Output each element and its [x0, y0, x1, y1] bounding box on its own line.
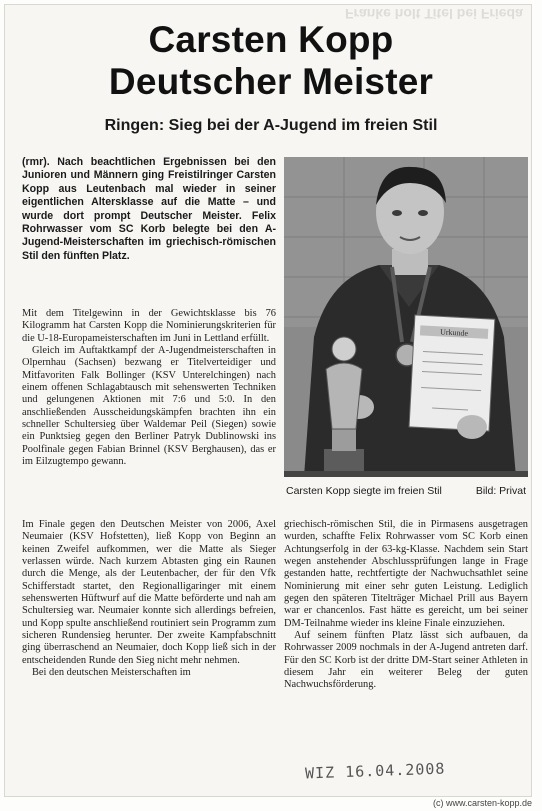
certificate-heading: Urkunde [439, 327, 469, 338]
copyright-footer: (c) www.carsten-kopp.de [432, 798, 532, 808]
photo-credit: Bild: Privat [475, 485, 526, 497]
wrestler-photo-illustration [284, 157, 528, 477]
photo-caption: Carsten Kopp siegte im freien Stil [286, 485, 442, 497]
paragraph: Im Finale gegen den Deutschen Meister von 2006, Axel Neumaier (KSV Hofstetten), ließ Kopp von Beginn an keinen Zweifel aufkommen, wer die Matte als Sieger verlassen würde. Nach kurzem Abtasten ging ein Raunen durch die Menge, als der Leutenbacher, der für den Vfk Schifferstadt startet, den Regionalligaringer mit einem sehenswerten Hüftwurf auf die Matte beförderte und nah am Schultersieg war. Neumaier konnte sich allerdings befreien, und Kopp spulte anschließend routiniert sein Programm zum sicheren Rundensieg herunter. Der zweite Kampfabschnitt ging überraschend an Neumaier, doch Kopp ließ sich in der entscheidenden Runde den Sieg nicht mehr nehmen. [22, 519, 276, 666]
lead-paragraph: (rmr). Nach beachtlichen Ergebnissen bei den Junioren und Männern ging Freistilringer Carsten Kopp aus Leutenbach mal wieder in seiner eigentlichen Altersklasse auf die Matte – und wurde dort prompt Deutscher Meister. Felix Rohrwasser vom SC Korb belegte bei den A-Jugend-Meisterschaften im griechisch-römischen Stil den fünften Platz. [22, 156, 276, 262]
headline-line-1: Carsten Kopp [148, 19, 394, 60]
subheadline: Ringen: Sieg bei der A-Jugend im freien Stil [104, 117, 438, 134]
paragraph: Bei den deutschen Meisterschaften im [32, 667, 191, 679]
paragraph: griechisch-römischen Stil, die in Pirmasens ausgetragen wurden, schaffte Felix Rohrwasser vom SC Korb einen Achtungserfolg in der 63-kg-Klasse. Nachdem sein Start wegen anstehender Abschlussprüfungen lange in Frage gestanden hatte, rechtfertigte der Nachwuchsathlet seine Nominierung mit einer sehr guten Leistung. Lediglich gegen den späteren Titelträger Michael Prill aus Bayern war er chancenlos. Fast hätte es gereicht, um bei seiner DM-Teilnahme wieder ins kleine Finale einzuziehen. [284, 519, 528, 629]
article-column-3 [284, 519, 528, 692]
paragraph: Mit dem Titelgewinn in der Gewichtsklasse bis 76 Kilogramm hat Carsten Kopp die Nominierungskriterien für die U-18-Europameisterschaften im Juni in Lettland erfüllt. [22, 308, 276, 344]
bleed-through-text: Franke holt Titel bei Frieda [345, 6, 523, 22]
photo-caption-row [286, 485, 526, 497]
handwritten-date-note: WIZ 16.04.2008 [304, 759, 446, 783]
headline-line-2: Deutscher Meister [108, 61, 434, 102]
photo-carsten-kopp [284, 157, 528, 477]
article-column-2 [22, 519, 276, 679]
article-column-1 [22, 308, 276, 468]
paragraph: Gleich im Auftaktkampf der A-Jugendmeisterschaften in Olpernhau (Sachsen) bezwang er Titelverteidiger und Mitfavoriten Falk Bollinger (KSV Unterelchingen) nach einem offenen Schlagabtausch mit sehenswerten Techniken und gelungenen Aktionen mit 7:6 und 5:0. In den anschließenden Ausscheidungskämpfen brachten ihn ein schneller Schultersieg über Waldemar Peil (Siegen) sowie ein Punktsieg gegen den Berliner Patryk Dublinowski ins Poolfinale gegen Fabian Brinnel (KSV Berghausen), das er im Eilzugtempo gewann. [22, 345, 276, 468]
paragraph: Auf seinem fünften Platz lässt sich aufbauen, da Rohrwasser 2009 nochmals in der A-Jugend antreten darf. Für den SC Korb ist der dritte DM-Start seiner Athleten in diesem Jahr ein weiterer Beleg der guten Nachwuchsförderung. [284, 630, 528, 691]
